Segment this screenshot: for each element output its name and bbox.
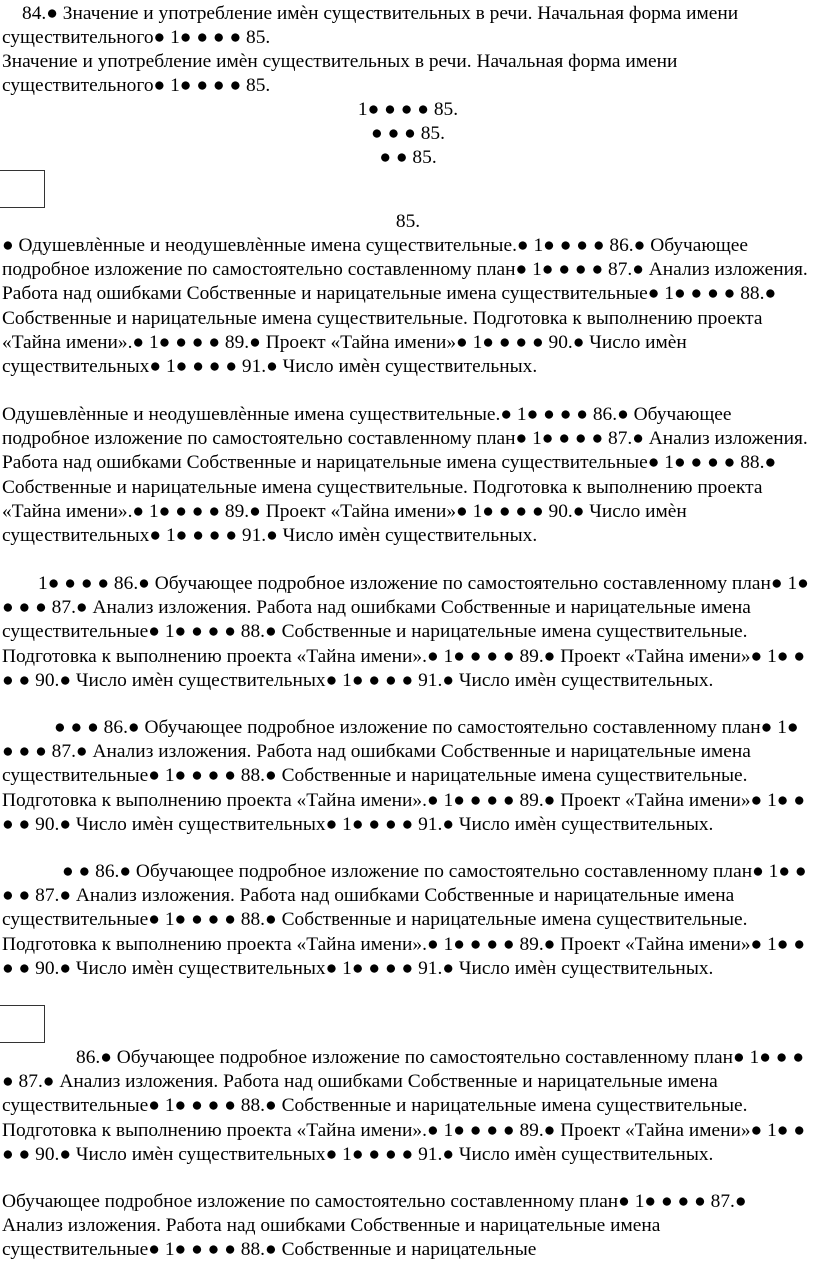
empty-box bbox=[0, 1005, 45, 1043]
empty-box bbox=[0, 170, 45, 208]
paragraph: Одушевлѐнные и неодушевлѐнные имена существительные.● 1● ● ● ● 86.● Обучающее подробное изложение по самостоятельно составленному план● 1● ● ● ● 87.● Анализ изложения. Работа над ошибками Собственные и нарицательные имена существительные● 1● ● ● ● 88.● Собственные и нарицательные имена существительные. Подготовка к выполнению проекта «Тайна имени».● 1● ● ● ● 89.● Проект «Тайна имени»● 1● ● ● ● 90.● Число имѐн существительных● 1● ● ● ● 91.● Число имѐн существительных. bbox=[2, 404, 808, 547]
text-line: Значение и употребление имѐн существительных в речи. Начальная форма имени bbox=[2, 51, 678, 72]
paragraph: ● Одушевлѐнные и неодушевлѐнные имена существительные.● 1● ● ● ● 86.● Обучающее подробное изложение по самостоятельно составленному план● 1● ● ● ● 87.● Анализ изложения. Работа над ошибками Собственные и нарицательные имена существительные● 1● ● ● ● 88.● Собственные и нарицательные имена существительные. Подготовка к выполнению проекта «Тайна имени».● 1● ● ● ● 89.● Проект «Тайна имени»● 1● ● ● ● 90.● Число имѐн существительных● 1● ● ● ● 91.● Число имѐн существительных. bbox=[2, 235, 808, 378]
paragraph: Обучающее подробное изложение по самостоятельно составленному план● 1● ● ● ● 87.● Анализ изложения. Работа над ошибками Собственные и нарицательные имена существительные● 1● ● ● ● 88.● Собственные и нарицательные bbox=[2, 1191, 747, 1261]
centered-line: 1● ● ● ● 85. bbox=[357, 99, 459, 120]
text-line: существительного● 1● ● ● ● 85. bbox=[2, 75, 271, 96]
paragraph: 86.● Обучающее подробное изложение по самостоятельно составленному план● 1● ● ● ● 87.● Анализ изложения. Работа над ошибками Собственные и нарицательные имена существительные● 1● ● ● ● 88.● Собственные и нарицательные имена существительные. Подготовка к выполнению проекта «Тайна имени».● 1● ● ● ● 89.● Проект «Тайна имени»● 1● ● ● ● 90.● Число имѐн существительных● 1● ● ● ● 91.● Число имѐн существительных. bbox=[2, 1047, 806, 1165]
centered-line: ● ● 85. bbox=[379, 147, 437, 168]
paragraph: ● ● 86.● Обучающее подробное изложение по самостоятельно составленному план● 1● ● ● ● 87.● Анализ изложения. Работа над ошибками Собственные и нарицательные имена существительные● 1● ● ● ● 88.● Собственные и нарицательные имена существительные. Подготовка к выполнению проекта «Тайна имени».● 1● ● ● ● 89.● Проект «Тайна имени»● 1● ● ● ● 90.● Число имѐн существительных● 1● ● ● ● 91.● Число имѐн существительных. bbox=[2, 861, 807, 979]
centered-line: 85. bbox=[395, 211, 421, 232]
paragraph: ● ● ● 86.● Обучающее подробное изложение по самостоятельно составленному план● 1● ● ● ● 87.● Анализ изложения. Работа над ошибками Собственные и нарицательные имена существительные● 1● ● ● ● 88.● Собственные и нарицательные имена существительные. Подготовка к выполнению проекта «Тайна имени».● 1● ● ● ● 89.● Проект «Тайна имени»● 1● ● ● ● 90.● Число имѐн существительных● 1● ● ● ● 91.● Число имѐн существительных. bbox=[2, 717, 806, 835]
text-line: существительного● 1● ● ● ● 85. bbox=[2, 27, 271, 48]
text-line: 84.● Значение и употребление имѐн существительных в речи. Начальная форма имени bbox=[22, 3, 739, 24]
paragraph: 1● ● ● ● 86.● Обучающее подробное изложение по самостоятельно составленному план● 1● ● ● ● 87.● Анализ изложения. Работа над ошибками Собственные и нарицательные имена существительные● 1● ● ● ● 88.● Собственные и нарицательные имена существительные. Подготовка к выполнению проекта «Тайна имени».● 1● ● ● ● 89.● Проект «Тайна имени»● 1● ● ● ● 90.● Число имѐн существительных● 1● ● ● ● 91.● Число имѐн существительных. bbox=[2, 573, 809, 691]
centered-line: ● ● ● 85. bbox=[371, 123, 445, 144]
